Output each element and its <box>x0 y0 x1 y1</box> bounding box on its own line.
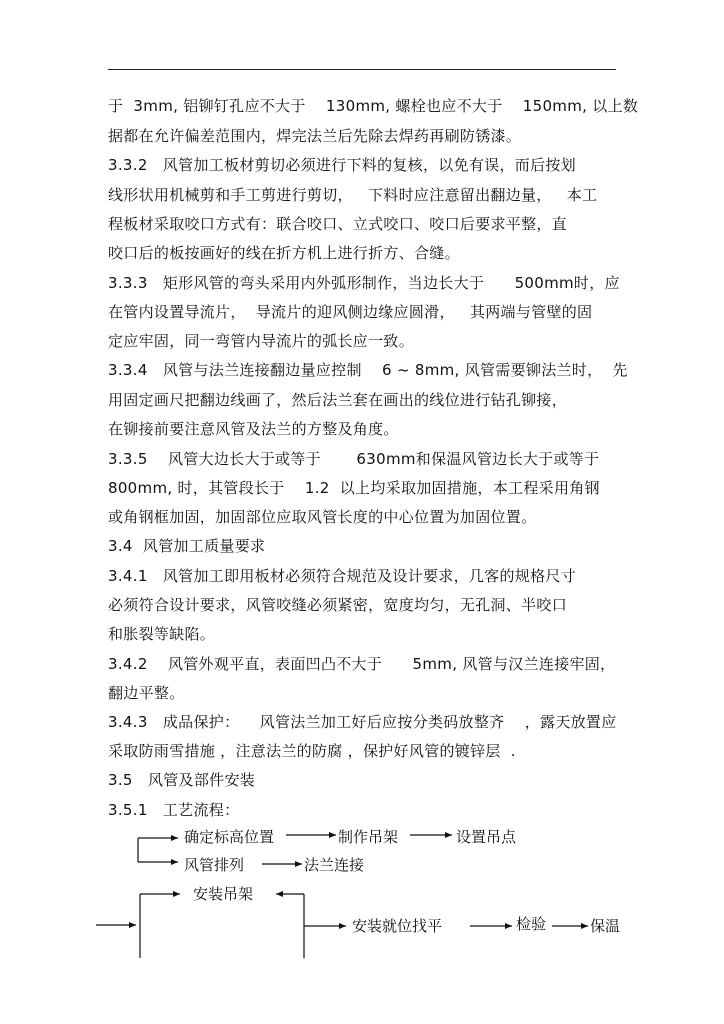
text-line: 于 3mm, 铝铆钉孔应不大于 130mm, 螺栓也应不大于 150mm, 以上数 <box>108 97 639 115</box>
text-line: 定应牢固，同一弯管内导流片的弧长应一致。 <box>108 332 415 350</box>
flow-step-inspect: 检验 <box>516 915 547 933</box>
text-line: 3.4.1 风管加工即用板材必须符合规范及设计要求，几客的规格尺寸 <box>108 567 576 585</box>
text-line: 在管内设置导流片， 导流片的迎风侧边缘应圆滑， 其两端与管壁的固 <box>108 303 593 321</box>
section-heading: 3.5 风管及部件安装 <box>108 771 256 789</box>
text-line: 线形状用机械剪和手工剪进行剪切， 下料时应注意留出翻边量， 本工 <box>108 186 598 204</box>
text-line: 用固定画尺把翻边线画了，然后法兰套在画出的线位进行钻孔铆接， <box>108 391 568 409</box>
text-line: 采取防雨雪措施 ，注意法兰的防腐 ，保护好风管的镀锌层 . <box>108 742 516 760</box>
text-line: 3.3.4 风管与法兰连接翻边量应控制 6 ~ 8mm, 风管需要铆法兰时， 先 <box>108 361 628 379</box>
flow-step-insulate: 保温 <box>590 917 621 935</box>
flow-step-install-hanger: 安装吊架 <box>193 885 254 903</box>
text-line: 必须符合设计要求，风管咬缝必须紧密，宽度均匀，无孔洞、半咬口 <box>108 596 568 614</box>
text-line: 或角钢框加固，加固部位应取风管长度的中心位置为加固位置。 <box>108 508 537 526</box>
text-line: 在铆接前要注意风管及法兰的方整及角度。 <box>108 420 399 438</box>
text-line: 3.5.1 工艺流程： <box>108 801 240 819</box>
text-line: 据都在允许偏差范围内，焊完法兰后先除去焊药再刷防锈漆。 <box>108 127 522 145</box>
text-line: 3.3.2 风管加工板材剪切必须进行下料的复核，以免有误，而后按划 <box>108 156 576 174</box>
text-line: 3.4.3 成品保护： 风管法兰加工好后应按分类码放整齐 ，露天放置应 <box>108 713 617 731</box>
flow-step-set-hanging-point: 设置吊点 <box>456 828 517 846</box>
bracket-to-install-level <box>276 894 346 958</box>
bracket-confirm-arrange <box>138 838 178 862</box>
flow-step-make-hanger: 制作吊架 <box>338 828 399 846</box>
text-line: 咬口后的板按画好的线在折方机上进行折方、合缝。 <box>108 244 460 262</box>
text-line: 3.3.3 矩形风管的弯头采用内外弧形制作，当边长大于 500mm时，应 <box>108 274 620 292</box>
flow-step-duct-arrange: 风管排列 <box>184 856 245 874</box>
text-line: 3.4.2 风管外观平直，表面凹凸不大于 5mm, 风管与汉兰连接牢固， <box>108 655 616 673</box>
flow-step-install-level: 安装就位找平 <box>352 917 443 935</box>
flow-step-confirm-elevation: 确定标高位置 <box>184 828 275 846</box>
bracket-to-install-hanger <box>96 894 180 958</box>
section-heading: 3.4 风管加工质量要求 <box>108 537 266 555</box>
text-line: 3.3.5 风管大边长大于或等于 630mm和保温风管边长大于或等于 <box>108 450 600 468</box>
text-line: 程板材采取咬口方式有：联合咬口、立式咬口、咬口后要求平整，直 <box>108 215 568 233</box>
text-line: 800mm, 时，其管段长于 1.2 以上均采取加固措施，本工程采用角钢 <box>108 479 600 497</box>
flow-step-flange-connect: 法兰连接 <box>304 856 365 874</box>
text-line: 和胀裂等缺陷。 <box>108 625 216 643</box>
text-line: 翻边平整。 <box>108 684 185 702</box>
